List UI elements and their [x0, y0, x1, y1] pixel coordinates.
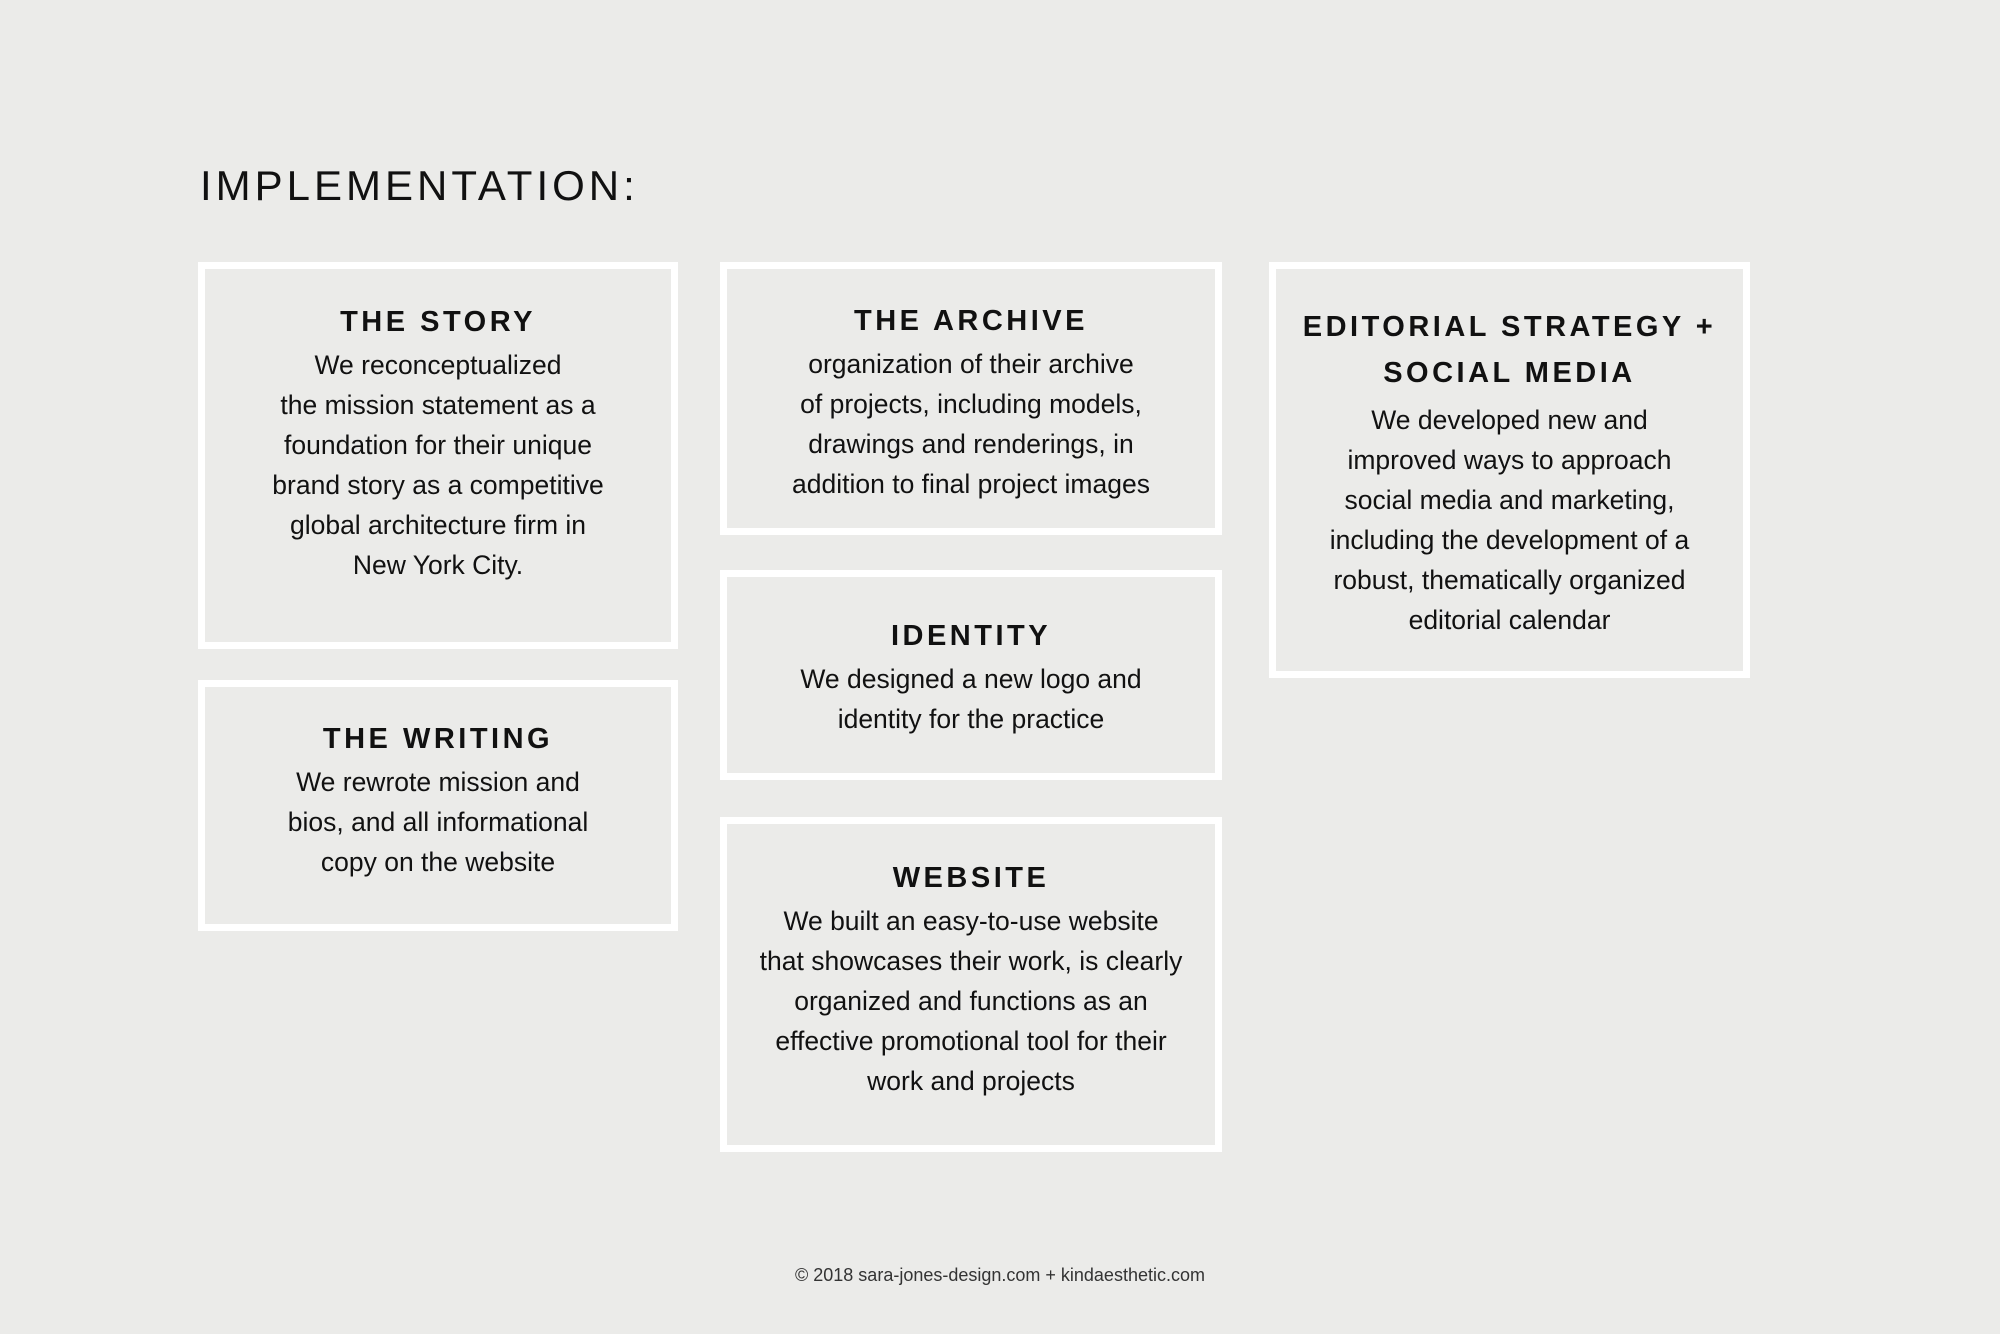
footer-copyright: © 2018 sara-jones-design.com + kindaesthetic.com: [795, 1265, 1205, 1285]
card-body: We rewrote mission and bios, and all informational copy on the website: [287, 767, 589, 877]
card-title: THE WRITING: [322, 723, 554, 755]
card-identity: [720, 570, 1222, 780]
card-title: THE ARCHIVE: [854, 305, 1088, 337]
card-body: We developed new and improved ways to approach social media and marketing, including the development of a robust, thematically organized editorial calendar: [1329, 405, 1690, 635]
card-the-story: [198, 262, 678, 649]
card-title: IDENTITY: [890, 620, 1052, 652]
card-body: We reconceptualized the mission statement as a foundation for their unique brand story as a competitive global architecture firm in New York City.: [272, 350, 604, 580]
card-title: THE STORY: [340, 306, 536, 338]
card-title: EDITORIAL STRATEGY + SOCIAL MEDIA: [1302, 311, 1717, 389]
card-body: organization of their archive of projects, including models, drawings and renderings, in addition to final project images: [792, 349, 1150, 499]
card-website: [720, 817, 1222, 1152]
card-title: WEBSITE: [892, 862, 1050, 894]
card-body: We designed a new logo and identity for the practice: [800, 664, 1142, 734]
card-body: We built an easy-to-use website that showcases their work, is clearly organized and functions as an effective promotional tool for their work and projects: [759, 906, 1183, 1096]
card-the-writing: [198, 680, 678, 931]
page-title: IMPLEMENTATION:: [200, 162, 639, 209]
card-the-archive: [720, 262, 1222, 535]
card-editorial-strategy: [1269, 262, 1750, 678]
